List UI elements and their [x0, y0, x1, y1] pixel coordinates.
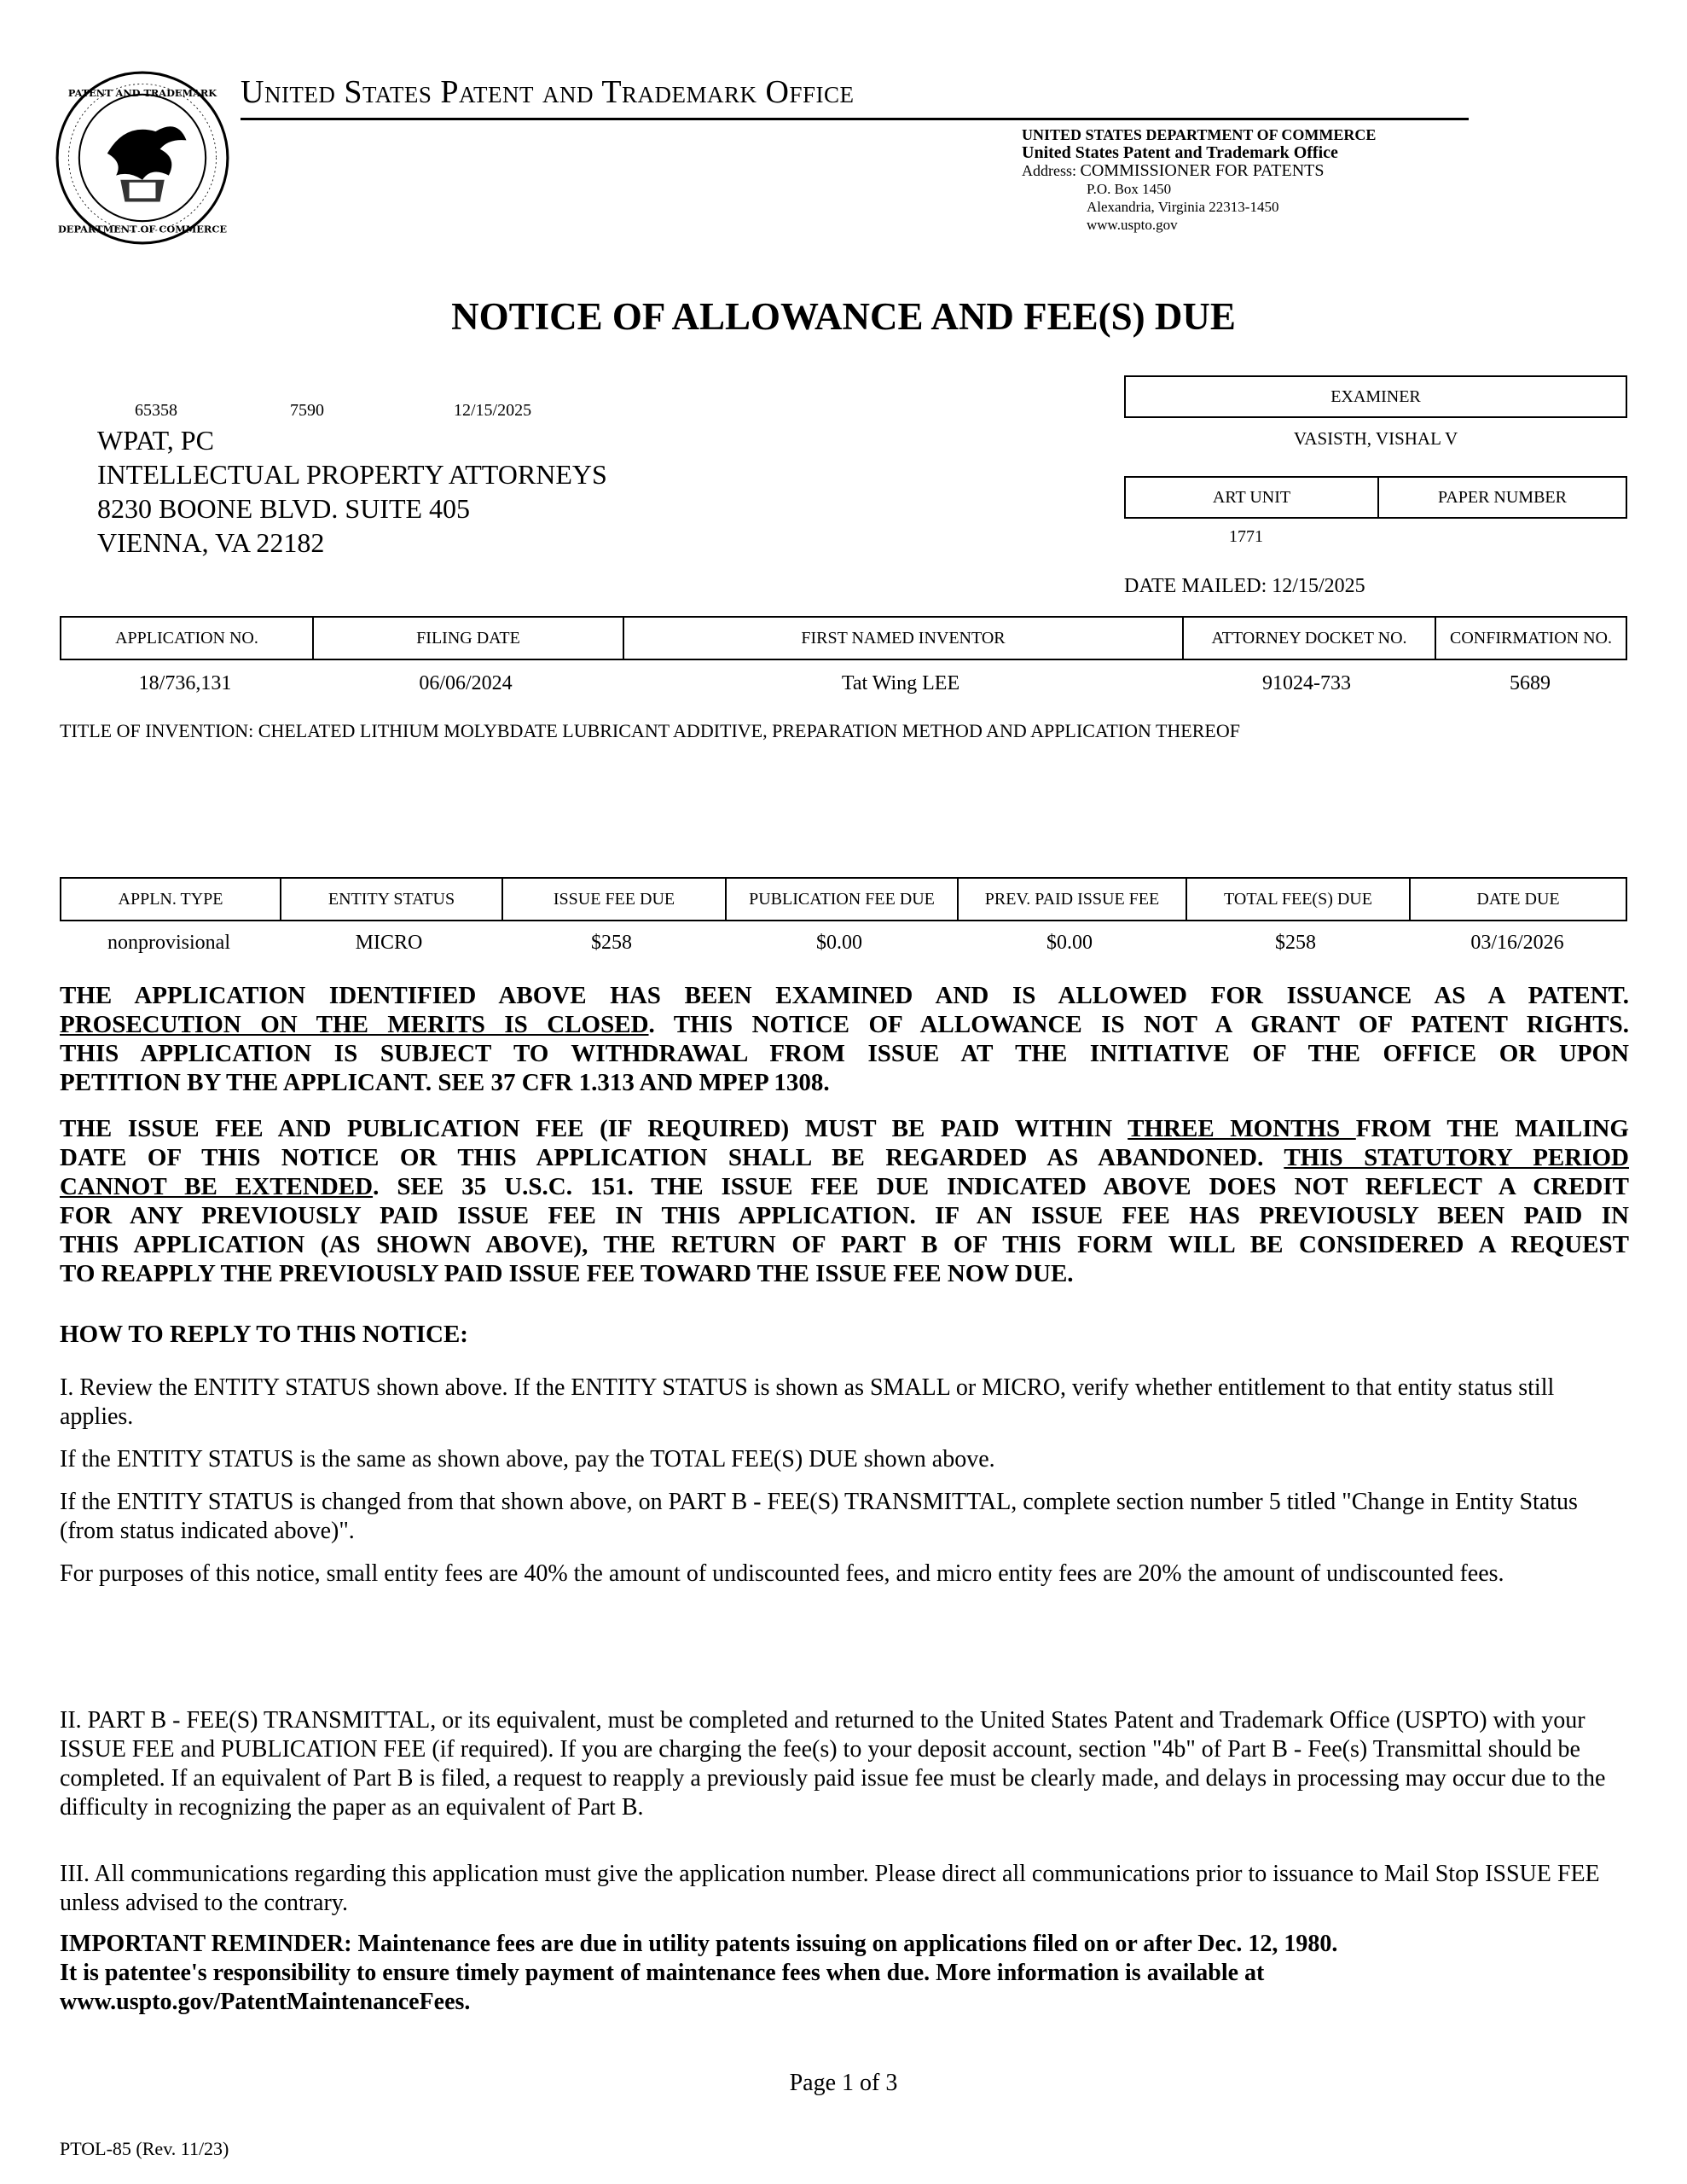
- address-line-2: P.O. Box 1450: [1087, 181, 1172, 197]
- art-unit-value: 1771: [1229, 527, 1263, 546]
- maintenance-reminder: [60, 1930, 1629, 2017]
- addressee-line-3: 8230 BOONE BLVD. SUITE 405: [97, 493, 471, 524]
- confirmation-no: 5689: [1510, 672, 1551, 694]
- svg-text:DEPARTMENT OF COMMERCE: DEPARTMENT OF COMMERCE: [57, 223, 228, 235]
- examiner-name: VASISTH, VISHAL V: [1293, 428, 1458, 449]
- reply-para-2: If the ENTITY STATUS is the same as shown above, pay the TOTAL FEE(S) DUE shown above.: [60, 1446, 995, 1472]
- total-fees-due: $258: [1275, 932, 1316, 954]
- agency-address: [1022, 126, 1376, 234]
- document-title: NOTICE OF ALLOWANCE AND FEE(S) DUE: [451, 295, 1236, 338]
- address-label: Address:: [1022, 162, 1076, 179]
- customer-number: 65358: [135, 401, 177, 420]
- paper-number-label: PAPER NUMBER: [1377, 478, 1626, 517]
- reply-para-5: II. PART B - FEE(S) TRANSMITTAL, or its equivalent, must be completed and returned to the United States Patent and Trademark Office (USPTO) with your ISSUE FEE and PUBLICATION FEE (if required). If you are charging the fee(s) to your deposit account, section "4b" of Part B - Fee(s) Transmittal should be completed. If an equivalent of Part B is filed, a request to reapply a previously paid issue fee must be clearly made, and delays in processing may occur due to the difficulty in recognizing the paper as an equivalent of Part B.: [60, 1707, 1606, 1821]
- header-publication-fee-due: PUBLICATION FEE DUE: [725, 879, 957, 920]
- agency-rule: [241, 118, 1469, 120]
- header-entity-status: ENTITY STATUS: [280, 879, 501, 920]
- date-due: 03/16/2026: [1470, 932, 1564, 954]
- notice2-line1: [60, 1114, 1629, 1143]
- addressee-line-2: INTELLECTUAL PROPERTY ATTORNEYS: [97, 459, 607, 490]
- reminder-line-2: It is patentee's responsibility to ensure timely payment of maintenance fees when due. More information is available at: [60, 1960, 1265, 1986]
- header-confirmation-no: CONFIRMATION NO.: [1435, 618, 1626, 659]
- cannot-be-extended-text: CANNOT BE EXTENDED: [60, 1173, 374, 1200]
- address-line-3: Alexandria, Virginia 22313-1450: [1087, 199, 1279, 215]
- address-line-4: www.uspto.gov: [1087, 217, 1178, 233]
- notice1-line3: THIS APPLICATION IS SUBJECT TO WITHDRAWAL FROM ISSUE AT THE INITIATIVE OF THE OFFICE OR UPON: [60, 1040, 1629, 1067]
- date-mailed: DATE MAILED: 12/15/2025: [1124, 575, 1365, 597]
- uspto-seal-logo: [55, 70, 230, 246]
- addressee-name: WPAT, PC: [97, 425, 214, 456]
- header-total-fees-due: TOTAL FEE(S) DUE: [1186, 879, 1409, 920]
- examiner-label: EXAMINER: [1330, 386, 1421, 406]
- notice2-line5: THIS APPLICATION (AS SHOWN ABOVE), THE RETURN OF PART B OF THIS FORM WILL BE CONSIDERED A REQUEST: [60, 1231, 1629, 1258]
- reminder-line-3: www.uspto.gov/PatentMaintenanceFees.: [60, 1989, 471, 2015]
- address-line-1: COMMISSIONER FOR PATENTS: [1080, 161, 1325, 180]
- notice2-line3-b: . SEE 35 U.S.C. 151. THE ISSUE FEE DUE INDICATED ABOVE DOES NOT REFLECT A CREDIT: [373, 1173, 1629, 1200]
- header-appln-type: APPLN. TYPE: [118, 889, 223, 909]
- reply-para-6: III. All communications regarding this application must give the application number. Please direct all communications prior to issuance to Mail Stop ISSUE FEE unless advised to the contrary.: [60, 1861, 1600, 1916]
- svg-text:PATENT AND TRADEMARK: PATENT AND TRADEMARK: [67, 86, 217, 99]
- notice2-line2-a: DATE OF THIS NOTICE OR THIS APPLICATION SHALL BE REGARDED AS ABANDONED.: [60, 1144, 1284, 1171]
- notice2-line1-b: FROM THE MAILING: [1355, 1115, 1629, 1142]
- notice1-line2-rest: . THIS NOTICE OF ALLOWANCE IS NOT A GRANT OF PATENT RIGHTS.: [648, 1011, 1629, 1038]
- notice2-line1-a: THE ISSUE FEE AND PUBLICATION FEE (IF REQUIRED) MUST BE PAID WITHIN: [60, 1115, 1128, 1142]
- header-prev-paid-issue-fee: PREV. PAID ISSUE FEE: [957, 879, 1186, 920]
- form-id: PTOL-85 (Rev. 11/23): [60, 2138, 229, 2159]
- notice2-line2: [60, 1143, 1629, 1172]
- header-first-named-inventor: FIRST NAMED INVENTOR: [623, 618, 1182, 659]
- attorney-docket-no: 91024-733: [1262, 672, 1351, 694]
- dept-line-2: United States Patent and Trademark Office: [1022, 143, 1338, 162]
- filing-date: 06/06/2024: [419, 672, 513, 694]
- title-of-invention: TITLE OF INVENTION: CHELATED LITHIUM MOLYBDATE LUBRICANT ADDITIVE, PREPARATION METHOD AND APPLICATION THEREOF: [60, 720, 1240, 741]
- header-attorney-docket-no: ATTORNEY DOCKET NO.: [1182, 618, 1435, 659]
- notice2-line3: [60, 1172, 1629, 1201]
- statutory-period-text: THIS STATUTORY PERIOD: [1284, 1144, 1629, 1171]
- publication-fee-due: $0.00: [816, 932, 862, 954]
- header-date-due: DATE DUE: [1409, 879, 1626, 920]
- dept-line-1: UNITED STATES DEPARTMENT OF COMMERCE: [1022, 126, 1377, 143]
- allowance-notice: [60, 981, 1629, 1097]
- first-named-inventor: Tat Wing LEE: [841, 672, 960, 694]
- notice1-line2: [60, 1010, 1629, 1039]
- agency-name: United States Patent and Trademark Office: [241, 74, 855, 110]
- notice2-line6: TO REAPPLY THE PREVIOUSLY PAID ISSUE FEE TOWARD THE ISSUE FEE NOW DUE.: [60, 1260, 1074, 1287]
- page-number: Page 1 of 3: [789, 2070, 898, 2096]
- appln-type: nonprovisional: [107, 932, 230, 954]
- notice1-line4: PETITION BY THE APPLICANT. SEE 37 CFR 1.313 AND MPEP 1308.: [60, 1069, 830, 1096]
- art-unit-header-box: [1124, 476, 1627, 519]
- entity-status: MICRO: [355, 932, 423, 954]
- header-filing-date: FILING DATE: [312, 618, 623, 659]
- three-months-text: THREE MONTHS: [1128, 1115, 1356, 1142]
- merits-closed-text: PROSECUTION ON THE MERITS IS CLOSED: [60, 1011, 649, 1038]
- reply-para-4: For purposes of this notice, small entity fees are 40% the amount of undiscounted fees, and micro entity fees are 20% the amount of undiscounted fees.: [60, 1560, 1504, 1587]
- correspondence-code: 7590: [290, 401, 324, 420]
- issue-fee-due: $258: [591, 932, 632, 954]
- fee-table-header: [60, 877, 1627, 921]
- notice1-line1: THE APPLICATION IDENTIFIED ABOVE HAS BEEN EXAMINED AND IS ALLOWED FOR ISSUANCE AS A PATENT.: [60, 982, 1629, 1009]
- addressee-line-4: VIENNA, VA 22182: [97, 527, 325, 558]
- header-application-no: APPLICATION NO.: [115, 628, 258, 648]
- correspondence-address: [97, 423, 607, 560]
- how-to-reply-heading: HOW TO REPLY TO THIS NOTICE:: [60, 1321, 468, 1348]
- prev-paid-issue-fee: $0.00: [1046, 932, 1093, 954]
- application-table-header: [60, 616, 1627, 660]
- art-unit-label: ART UNIT: [1212, 487, 1291, 507]
- fee-payment-notice: [60, 1114, 1629, 1288]
- correspondence-date: 12/15/2025: [454, 401, 532, 420]
- reply-para-1: I. Review the ENTITY STATUS shown above. If the ENTITY STATUS is shown as SMALL or MICRO, verify whether entitlement to that entity status still applies.: [60, 1374, 1555, 1430]
- examiner-header-box: [1124, 375, 1627, 418]
- notice2-line4: FOR ANY PREVIOUSLY PAID ISSUE FEE IN THIS APPLICATION. IF AN ISSUE FEE HAS PREVIOUSLY BEEN PAID IN: [60, 1202, 1629, 1229]
- reminder-line-1: IMPORTANT REMINDER: Maintenance fees are due in utility patents issuing on applications filed on or after Dec. 12, 1980.: [60, 1931, 1338, 1957]
- application-no: 18/736,131: [138, 672, 232, 694]
- reply-para-3: If the ENTITY STATUS is changed from that shown above, on PART B - FEE(S) TRANSMITTAL, complete section number 5 titled "Change in Entity Status (from status indicated above)".: [60, 1489, 1578, 1544]
- header-issue-fee-due: ISSUE FEE DUE: [501, 879, 725, 920]
